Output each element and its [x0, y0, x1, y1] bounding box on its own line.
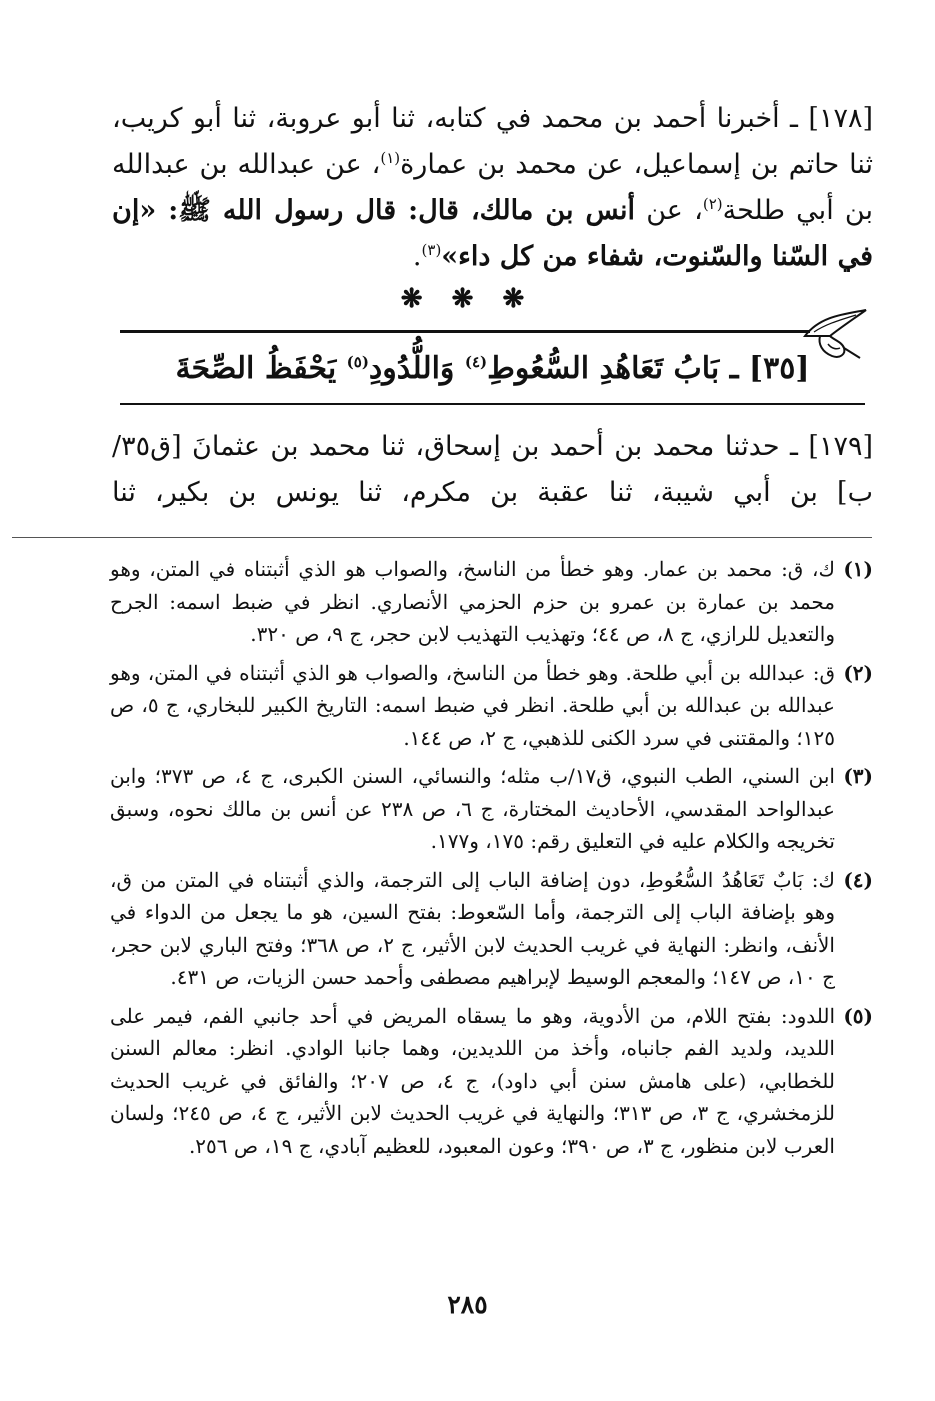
page-number: ٢٨٥ [447, 1290, 488, 1319]
footnote-separator [12, 537, 872, 538]
footnote-ref-3: (٣) [421, 241, 442, 259]
hadith-178-end: . [412, 241, 422, 272]
footnote-4 [110, 864, 873, 994]
chapter-heading [120, 344, 865, 394]
chapter-heading-mid: وَاللُّدُودِ [368, 351, 465, 386]
hadith-178-paragraph [112, 96, 873, 280]
hadith-178-text-mid: ، عن عبدالله بن عبدالله بن أبي طلحة [112, 149, 874, 226]
chapter-top-rule [120, 330, 810, 333]
footnote-number: (٢) [843, 660, 873, 685]
chapter-bottom-rule [120, 403, 865, 405]
hadith-179-paragraph: [١٧٩] ـ حدثنا محمد بن أحمد بن إسحاق، ثنا محمد بن عثمانَ [ق٣٥/ب] بن أبي شيبة، ثنا عقبة بن مكرم، ثنا يونس بن بكير، ثنا [112, 431, 873, 508]
footnote-number: (٤) [843, 867, 873, 892]
footnote-number: (٣) [843, 764, 873, 788]
hadith-178-text-mid2: ، عن [634, 195, 703, 226]
footnote-text: ابن السني، الطب النبوي، ق١٧/ب مثله؛ والنسائي، السنن الكبرى، ج ٤، ص ٣٧٣؛ وابن عبدالواحد المقدسي، الأحاديث المختارة، ج ٦، ص ٢٣٨ عن أنس بن مالك نحوه، وسبق تخريجه والكلام عليه في التعليق رقم: ١٧٥، و١٧٧. [110, 764, 835, 853]
footnote-1 [110, 553, 873, 651]
footnote-text: ك: بَابٌ تَعَاهُدُ السُّعُوطِ، دون إضافة الباب إلى الترجمة، والذي أثبتناه في المتن من ق، وهو بإضافة الباب إلى الترجمة، وأما السّعوط: بفتح السين، هو ما يجعل من الدواء في الأنف، وانظر: النهاية في غريب الحديث لابن الأثير، ج ٢، ص ٣٦٨؛ وفتح الباري لابن حجر، ج ١٠، ص ١٤٧؛ والمعجم الوسيط لإبراهيم مصطفى وأحمد حسن الزيات، ص ٤٣١. [110, 867, 835, 989]
chapter-heading-suffix: يَحْفَظُ الصِّحَةَ [175, 351, 347, 386]
footnote-5 [110, 1000, 873, 1163]
hadith-178-text: [١٧٨] ـ أخبرنا أحمد بن محمد في كتابه، ثنا أبو عروبة، ثنا أبو كريب، ثنا حاتم بن إسماعيل، عن محمد بن عمارة [112, 103, 873, 180]
footnote-2 [110, 657, 873, 755]
footnote-text: اللدود: بفتح اللام، من الأدوية، وهو ما يسقاه المريض في أحد جانبي الفم، فيمر على اللديد، ولديد الفم جانباه، وأخذ من اللديدين، وهما جانبا الوادي. انظر: معالم السنن للخطابي، (على هامش سنن أبي داود)، ج ٤، ص ٢٠٧؛ والفائق في غريب الحديث للزمخشري، ج ٣، ص ٣١٣؛ والنهاية في غريب الحديث لابن الأثير، ج ٤، ص ٢٤٥؛ ولسان العرب لابن منظور، ج ٣، ص ٣٩٠؛ وعون المعبود، للعظيم آبادي، ج ١٩، ص ٢٥٦. [110, 1003, 836, 1158]
footnote-ref-5: (٥) [346, 353, 369, 371]
footnote-ref-1: (١) [380, 149, 401, 167]
section-separator-stars: ❋ ❋ ❋ [400, 284, 535, 314]
footnotes-section [110, 553, 873, 1168]
footnote-3 [110, 760, 873, 858]
footnote-ref-2: (٢) [702, 195, 723, 213]
hadith-178-matn: أنس بن مالك، قال: قال رسول الله ﷺ: «إن في السّنا والسّنوت، شفاء من كل داء» [112, 195, 873, 272]
footnote-text: ك، ق: محمد بن عمار. وهو خطأ من الناسخ، والصواب هو الذي أثبتناه في المتن، وهو محمد بن عمارة بن عمرو بن حزم الحزمي الأنصاري. انظر في ضبط اسمه: الجرح والتعديل للرازي، ج ٨، ص ٤٤؛ وتهذيب التهذيب لابن حجر، ج ٩، ص ٣٢٠. [110, 557, 836, 646]
chapter-heading-prefix: [٣٥] ـ بَابُ تَعَاهُدِ السُّعُوطِ [487, 351, 810, 386]
footnote-number: (١) [843, 557, 873, 581]
footnote-ref-4: (٤) [464, 353, 488, 371]
footnote-number: (٥) [843, 1003, 873, 1028]
footnote-text: ق: عبدالله بن أبي طلحة. وهو خطأ من الناسخ، والصواب هو الذي أثبتناه في المتن، وهو عبدالله بن عبدالله بن أبي طلحة. انظر في ضبط اسمه: التاريخ الكبير للبخاري، ج ٥، ص ١٢٥؛ والمقتنى في سرد الكنى للذهبي، ج ٢، ص ١٤٤. [110, 660, 835, 750]
